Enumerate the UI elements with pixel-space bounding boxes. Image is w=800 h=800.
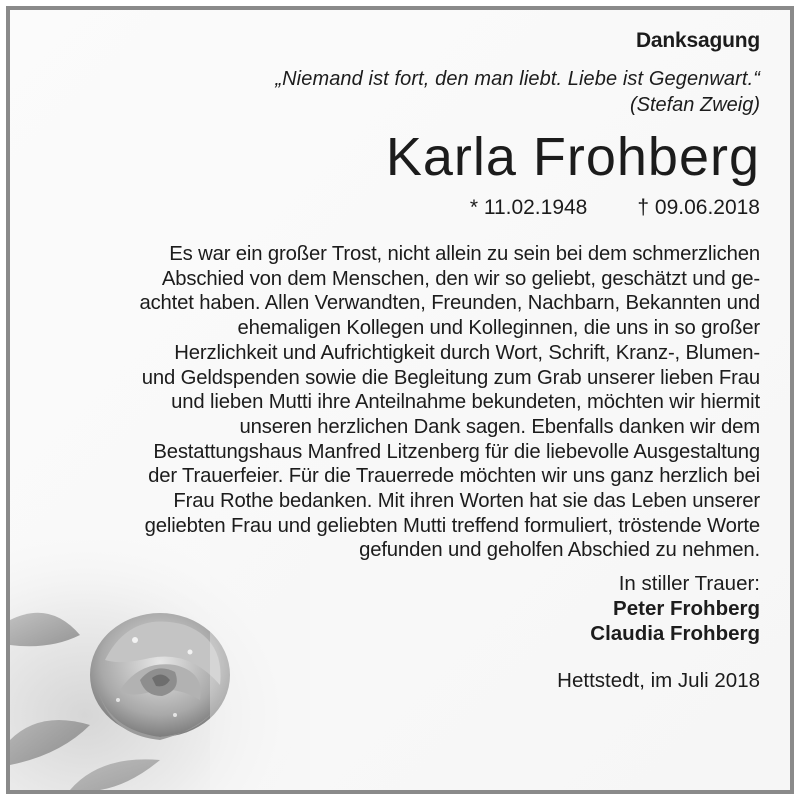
birth-date: * 11.02.1948 [469,196,588,219]
deceased-name: Karla Frohberg [385,127,760,187]
body-line: Herzlichkeit und Aufrichtigkeit durch Wort, Schrift, Kranz-, Blumen- [174,341,760,364]
life-dates [40,194,760,222]
body-line: gefunden und geholfen Abschied zu nehmen. [359,539,760,562]
body-line: achtet haben. Allen Verwandten, Freunden, Nachbarn, Bekannten und [139,292,760,315]
death-date: † 09.06.2018 [637,196,760,219]
signer-name: Claudia Frohberg [590,622,760,646]
notice-content [40,28,760,693]
quote-author: (Stefan Zweig) [629,94,760,116]
obituary-notice [6,6,794,794]
body-line: Frau Rothe bedanken. Mit ihren Worten hat sie das Leben unserer [173,490,760,513]
body-line: unseren herzlichen Dank sagen. Ebenfalls danken wir dem [239,415,760,438]
quote-text: „Niemand ist fort, den man liebt. Liebe ist Gegenwart.“ [275,68,760,90]
place-and-date: Hettstedt, im Juli 2018 [557,669,760,693]
body-line: und lieben Mutti ihre Anteilnahme bekundeten, möchten wir hiermit [171,391,760,414]
thank-you-text [40,242,760,563]
body-line: ehemaligen Kollegen und Kolleginnen, die uns in so großer [237,317,760,340]
body-line: Bestattungshaus Manfred Litzenberg für die liebevolle Ausgestaltung [153,440,760,463]
body-line: Abschied von dem Menschen, den wir so geliebt, geschätzt und ge- [161,267,760,290]
body-line: Es war ein großer Trost, nicht allein zu sein bei dem schmerzlichen [169,243,760,265]
signoff-text: In stiller Trauer: [618,572,760,596]
body-line: der Trauerfeier. Für die Trauerrede möchten wir uns ganz herzlich bei [148,465,760,488]
signer-name: Peter Frohberg [613,597,760,621]
body-line: geliebten Frau und geliebten Mutti treffend formuliert, tröstende Worte [144,514,760,537]
body-line: und Geldspenden sowie die Begleitung zum Grab unserer lieben Frau [141,366,760,389]
notice-heading: Danksagung [635,29,760,52]
